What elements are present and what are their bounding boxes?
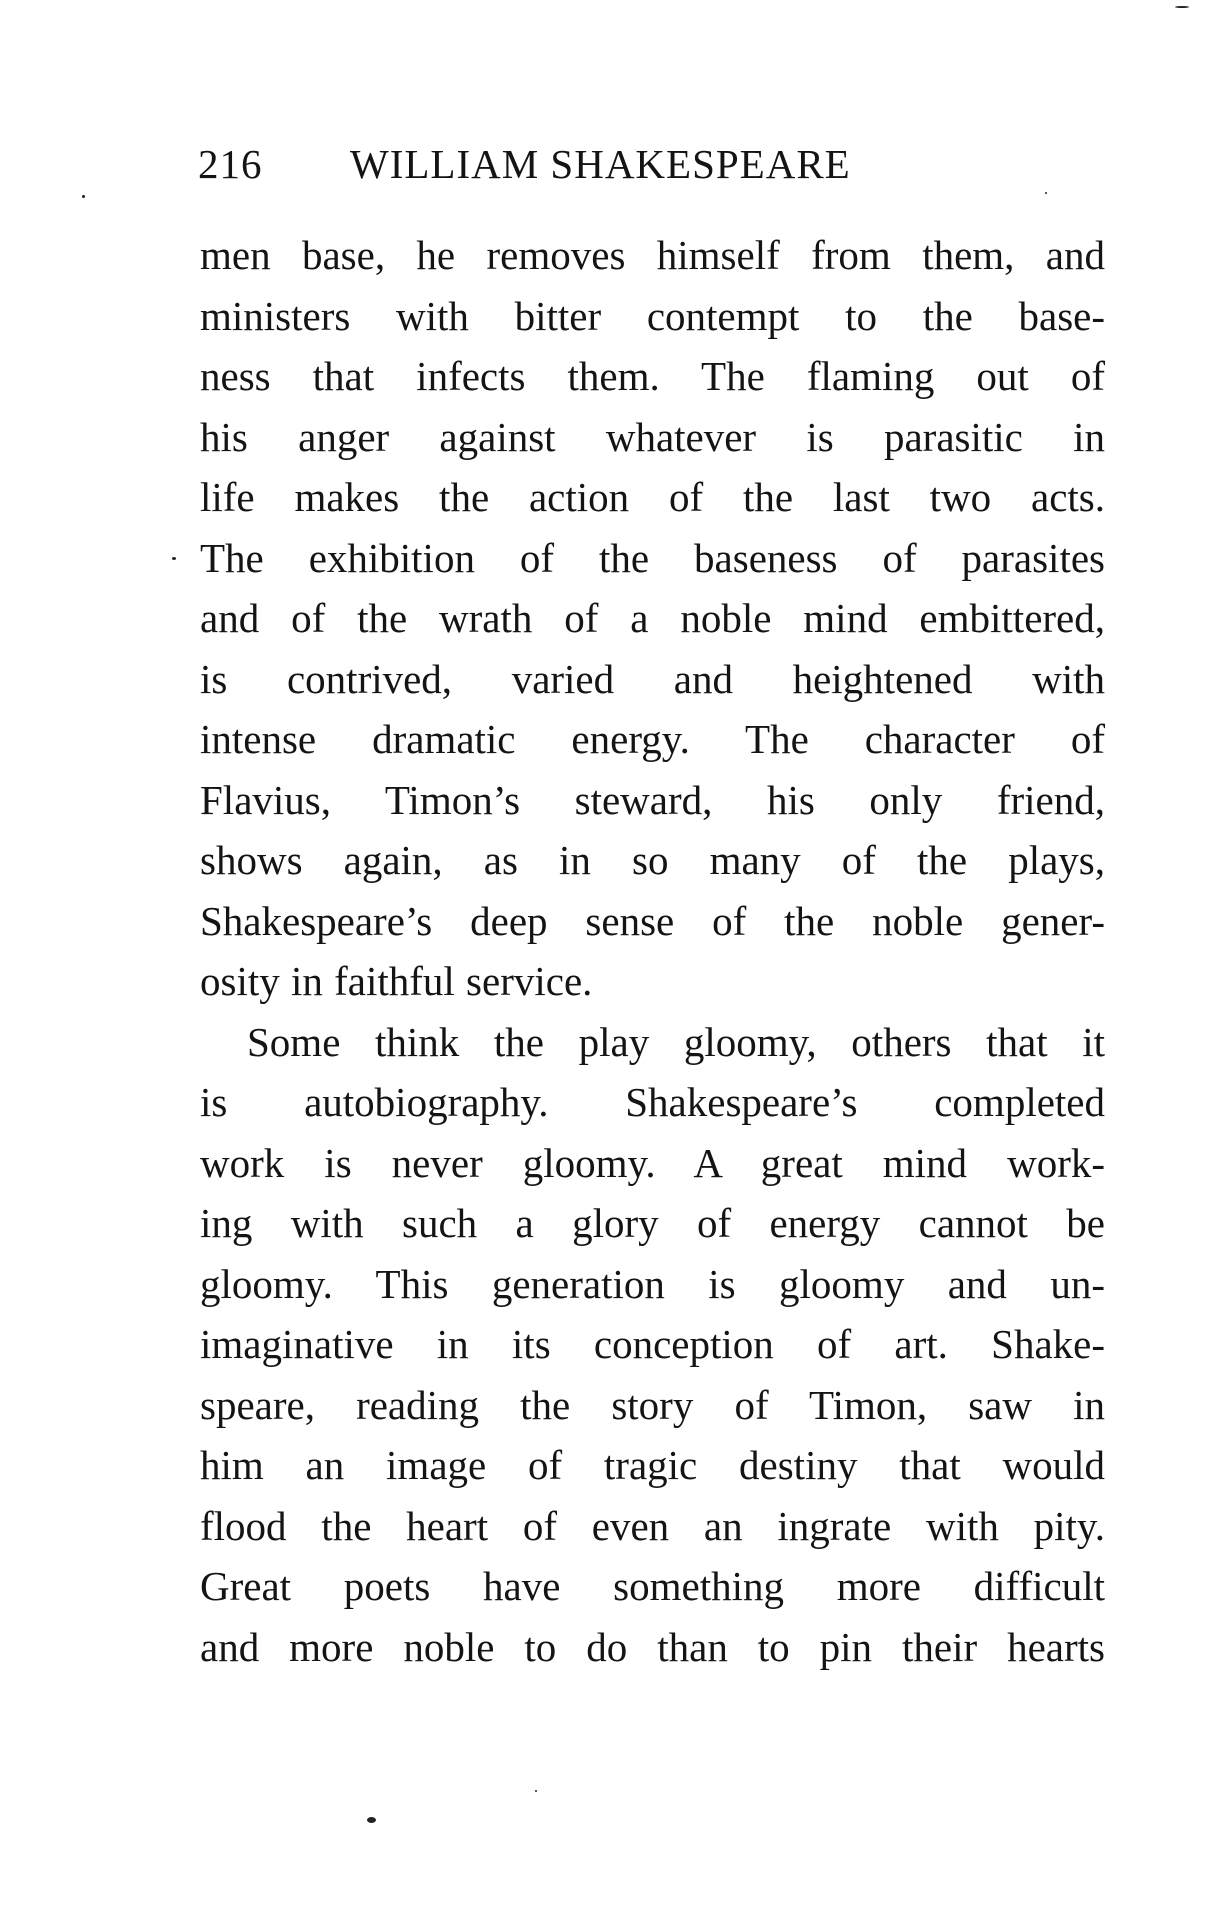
ink-speck — [1175, 6, 1189, 8]
ink-speck — [535, 1790, 537, 1792]
text-line: work is never gloomy. A great mind work- — [200, 1139, 1105, 1186]
text-line: ness that infects them. The flaming out of — [200, 353, 1105, 399]
ink-speck — [82, 195, 85, 198]
page-number: 216 — [198, 141, 263, 187]
text-line: and of the wrath of a noble mind embittered, — [200, 595, 1105, 641]
running-head — [198, 140, 1108, 200]
text-line: shows again, as in so many of the plays, — [200, 837, 1105, 883]
text-line: and more noble to do than to pin their hearts — [200, 1623, 1105, 1670]
text-line: intense dramatic energy. The character of — [200, 716, 1105, 762]
text-line: is contrived, varied and heightened with — [200, 655, 1105, 702]
text-line: men base, he removes himself from them, and — [200, 232, 1105, 278]
text-line: him an image of tragic destiny that would — [200, 1442, 1105, 1488]
body-text — [200, 225, 1105, 1677]
text-line: Great poets have something more difficult — [200, 1563, 1105, 1609]
text-line: The exhibition of the baseness of parasites — [200, 534, 1105, 581]
text-line: life makes the action of the last two acts. — [200, 474, 1105, 520]
text-line: Flavius, Timon’s steward, his only friend, — [200, 776, 1105, 823]
ink-speck — [367, 1817, 376, 1823]
text-line: flood the heart of even an ingrate with pity. — [200, 1502, 1105, 1549]
text-line: gloomy. This generation is gloomy and un- — [200, 1260, 1105, 1307]
ink-speck — [1045, 192, 1047, 194]
text-line: speare, reading the story of Timon, saw in — [200, 1381, 1105, 1428]
text-line: is autobiography. Shakespeare’s completed — [200, 1079, 1105, 1125]
text-line: imaginative in its conception of art. Shake- — [200, 1321, 1105, 1367]
ink-speck — [172, 557, 176, 560]
text-line: ministers with bitter contempt to the base- — [200, 292, 1105, 339]
text-line: his anger against whatever is parasitic in — [200, 413, 1105, 460]
paragraph-end-line: osity in faithful service. — [200, 958, 593, 1004]
text-line: ing with such a glory of energy cannot be — [200, 1200, 1105, 1246]
book-title: WILLIAM SHAKESPEARE — [350, 141, 851, 187]
text-line: Shakespeare’s deep sense of the noble gener- — [200, 897, 1105, 944]
paragraph-first-line: Some think the play gloomy, others that it — [247, 1018, 1105, 1065]
